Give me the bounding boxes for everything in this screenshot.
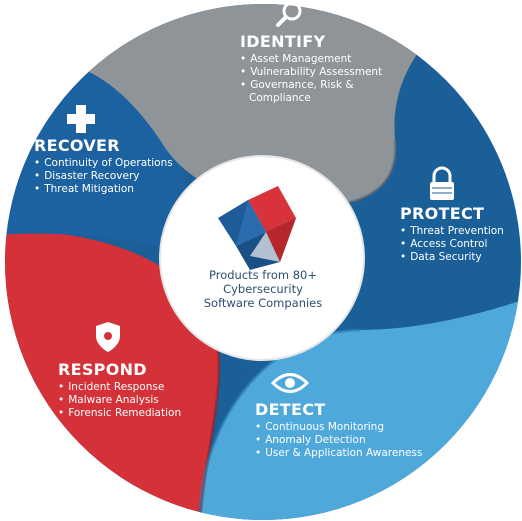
protect-title: PROTECT <box>400 204 485 223</box>
list-item: • Governance, Risk & <box>240 79 382 92</box>
list-item: • User & Application Awareness <box>255 447 422 460</box>
center-line: Software Companies <box>203 296 323 310</box>
respond-title: RESPOND <box>58 360 147 379</box>
center-caption <box>178 268 348 310</box>
list-item: • Anomaly Detection <box>255 434 422 447</box>
respond-block <box>58 360 181 420</box>
center-line: Products from 80+ <box>209 268 317 282</box>
list-item: • Asset Management <box>240 53 382 66</box>
list-item: Compliance <box>249 92 311 104</box>
list-item: • Vulnerability Assessment <box>240 66 382 79</box>
recover-title: RECOVER <box>34 136 120 155</box>
protect-block <box>400 204 504 264</box>
list-item: • Data Security <box>400 251 504 264</box>
identify-items <box>240 53 382 105</box>
list-item: • Access Control <box>400 238 504 251</box>
list-item: • Forensic Remediation <box>58 407 181 420</box>
list-item: • Continuous Monitoring <box>255 421 422 434</box>
protect-items <box>400 225 504 264</box>
center-line: Cybersecurity <box>223 282 303 296</box>
list-item: • Threat Mitigation <box>34 183 173 196</box>
list-item: • Incident Response <box>58 381 181 394</box>
respond-items <box>58 381 181 420</box>
list-item: • Disaster Recovery <box>34 170 173 183</box>
list-item: • Malware Analysis <box>58 394 181 407</box>
detect-title: DETECT <box>255 400 326 419</box>
list-item: • Continuity of Operations <box>34 157 173 170</box>
identify-title: IDENTIFY <box>240 32 326 51</box>
detect-items <box>255 421 422 460</box>
recover-block <box>34 136 173 196</box>
identify-block <box>240 32 382 105</box>
list-item: • Threat Prevention <box>400 225 504 238</box>
detect-block <box>255 400 422 460</box>
recover-items <box>34 157 173 196</box>
